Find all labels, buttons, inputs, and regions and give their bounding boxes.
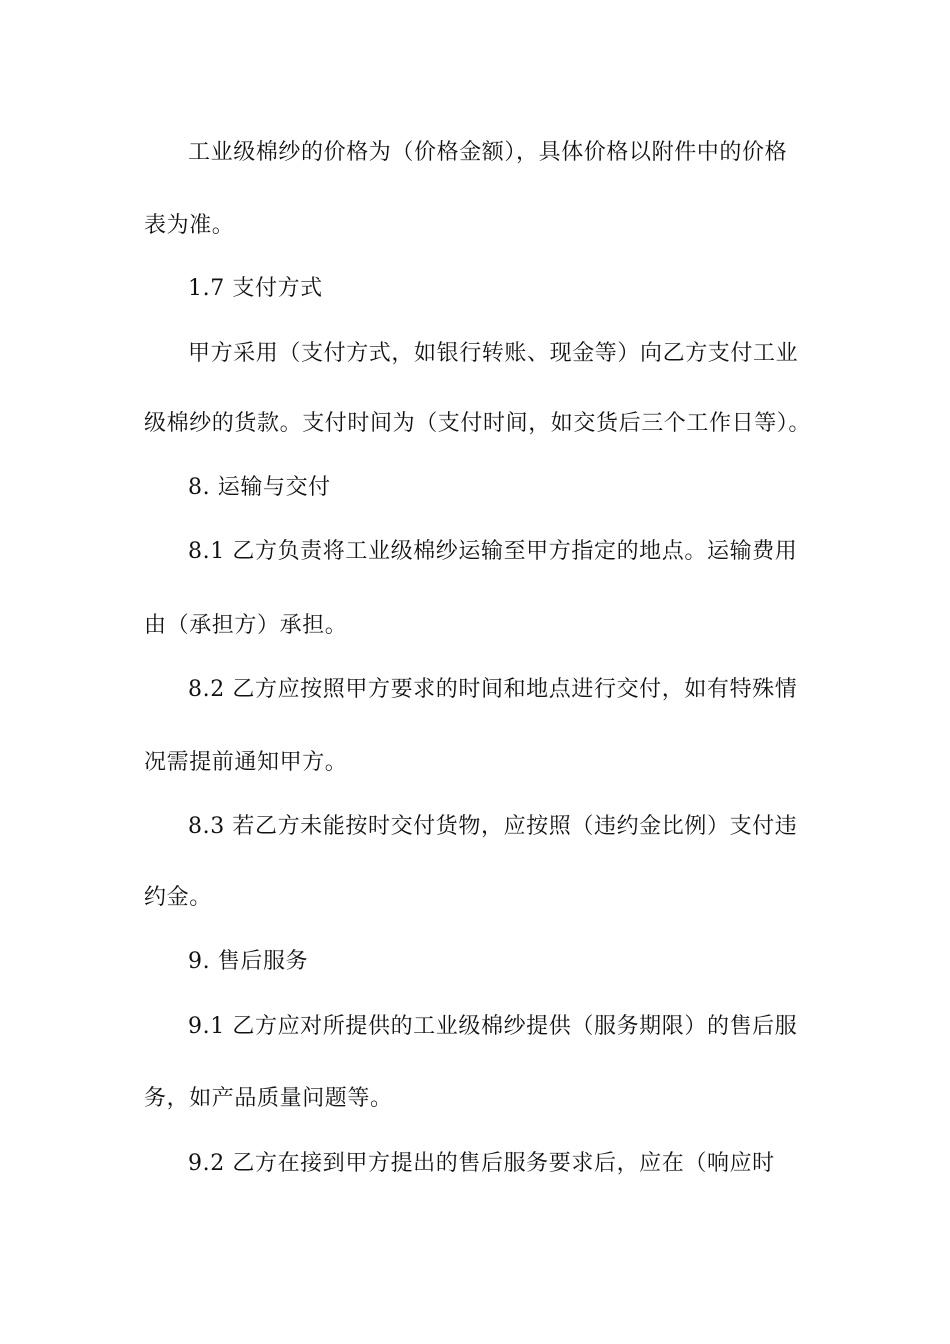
section-heading-9: 9. 售后服务 (188, 949, 309, 974)
paragraph-price-line-2: 表为准。 (144, 213, 235, 238)
clause-8-1-line-2: 由（承担方）承担。 (144, 613, 348, 638)
clause-8-1-line-1: 8.1 乙方负责将工业级棉纱运输至甲方指定的地点。运输费用 (188, 539, 798, 564)
clause-8-2-line-2: 况需提前通知甲方。 (144, 750, 348, 775)
clause-8-2-line-1: 8.2 乙方应按照甲方要求的时间和地点进行交付，如有特殊情 (188, 677, 798, 702)
section-heading-8: 8. 运输与交付 (188, 475, 331, 500)
clause-8-3-line-1: 8.3 若乙方未能按时交付货物，应按照（违约金比例）支付违 (188, 814, 798, 839)
clause-9-1-line-2: 务，如产品质量问题等。 (144, 1086, 393, 1111)
paragraph-price-line-1: 工业级棉纱的价格为（价格金额），具体价格以附件中的价格 (188, 140, 788, 165)
clause-9-1-line-1: 9.1 乙方应对所提供的工业级棉纱提供（服务期限）的售后服 (188, 1014, 798, 1039)
clause-8-3-line-2: 约金。 (144, 885, 212, 910)
section-heading-1-7: 1.7 支付方式 (188, 276, 323, 301)
paragraph-payment-line-1: 甲方采用（支付方式，如银行转账、现金等）向乙方支付工业 (188, 341, 799, 366)
clause-9-2-line-1: 9.2 乙方在接到甲方提出的售后服务要求后，应在（响应时 (188, 1151, 775, 1176)
paragraph-payment-line-2: 级棉纱的货款。支付时间为（支付时间，如交货后三个工作日等）。 (144, 411, 812, 436)
